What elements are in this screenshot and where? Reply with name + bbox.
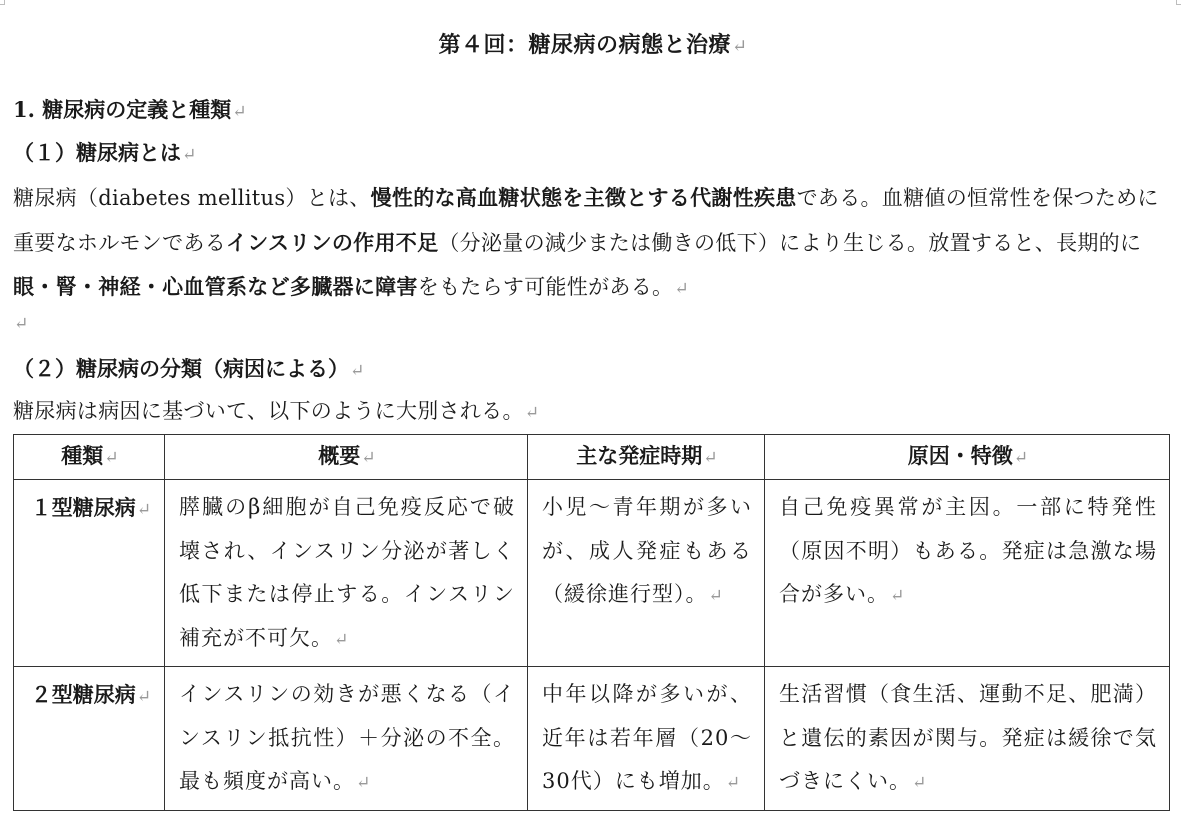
return-mark-icon: ↵ <box>674 279 690 299</box>
subsection-heading-definition <box>13 137 196 167</box>
header-cell-cause <box>765 435 1170 480</box>
return-mark-icon: ↵ <box>334 629 350 650</box>
onset-cell <box>528 480 765 667</box>
onset-cell <box>528 667 765 811</box>
table-row <box>14 667 1170 811</box>
subsection-heading-text: （２）糖尿病の分類（病因による） <box>13 356 349 381</box>
return-mark-icon: ↵ <box>1013 448 1029 468</box>
return-mark-icon: ↵ <box>356 773 372 793</box>
document-title <box>13 28 1173 59</box>
cell-text: 中年以降が多いが、近年は若年層（20〜30代）にも増加。 <box>542 682 752 793</box>
definition-paragraph <box>13 176 1173 312</box>
header-text: 原因・特徴 <box>907 443 1013 468</box>
classification-lead-text <box>13 395 540 425</box>
empty-paragraph <box>13 310 28 334</box>
return-mark-icon: ↵ <box>912 773 928 793</box>
cell-text: 生活習慣（食生活、運動不足、肥満）と遺伝的素因が関与。発症は緩徐で気づきにくい。 <box>779 682 1157 793</box>
section-heading <box>13 94 247 124</box>
cell-text: インスリンの効きが悪くなる（インスリン抵抗性）＋分泌の不全。最も頻度が高い。 <box>179 682 515 793</box>
header-text: 主な発症時期 <box>576 443 703 468</box>
return-mark-icon: ↵ <box>232 102 247 122</box>
cause-cell <box>765 667 1170 811</box>
section-heading-text: 1. 糖尿病の定義と種類 <box>13 97 232 122</box>
subsection-heading-classification <box>13 353 364 383</box>
header-cell-onset <box>528 435 765 480</box>
return-mark-icon: ↵ <box>136 687 152 707</box>
return-mark-icon: ↵ <box>524 403 540 423</box>
return-mark-icon: ↵ <box>361 448 376 468</box>
return-mark-icon: ↵ <box>350 361 365 381</box>
type-cell <box>14 667 165 811</box>
cause-cell <box>765 480 1170 667</box>
diabetes-types-table <box>13 434 1170 811</box>
return-mark-icon: ↵ <box>104 448 119 468</box>
cell-text: １型糖尿病 <box>30 495 136 520</box>
paragraph-text: である。血糖値の恒常性を保つために重要なホルモンである <box>13 186 1159 255</box>
header-text: 概要 <box>318 443 361 468</box>
paragraph-text: （分泌量の減少または働きの低下）により生じる。放置すると、長期的に <box>438 230 1142 255</box>
return-mark-icon: ↵ <box>703 448 718 468</box>
paragraph-text: をもたらす可能性がある。 <box>417 275 674 299</box>
header-cell-summary <box>165 435 528 480</box>
summary-cell <box>165 480 528 667</box>
page-corner-mark-left <box>0 0 5 5</box>
type-cell <box>14 480 165 667</box>
cell-text: 自己免疫異常が主因。一部に特発性（原因不明）もある。発症は急激な場合が多い。 <box>779 495 1157 606</box>
return-mark-icon: ↵ <box>14 314 29 334</box>
return-mark-icon: ↵ <box>725 773 742 793</box>
paragraph-text: 糖尿病（diabetes mellitus）とは、 <box>13 186 371 210</box>
cell-text: 小児〜青年期が多いが、成人発症もある（緩徐進行型）。 <box>542 495 752 606</box>
subsection-heading-text: （１）糖尿病とは <box>13 140 181 165</box>
header-text: 種類 <box>61 443 104 468</box>
paragraph-bold-text: 眼・腎・神経・心血管系など多臓器に障害 <box>13 274 418 299</box>
return-mark-icon: ↵ <box>182 145 197 165</box>
paragraph-bold-text: インスリンの作用不足 <box>226 229 439 255</box>
return-mark-icon: ↵ <box>731 36 748 57</box>
summary-cell <box>165 667 528 811</box>
lead-text: 糖尿病は病因に基づいて、以下のように大別される。 <box>13 399 524 423</box>
table-row <box>14 480 1170 667</box>
cell-text: 膵臓のβ細胞が自己免疫反応で破壊され、インスリン分泌が著しく低下または停止する。インスリン補充が不可欠。 <box>179 495 515 650</box>
return-mark-icon: ↵ <box>890 586 906 606</box>
page-corner-mark-right <box>1176 0 1181 5</box>
document-title-text: 第４回：糖尿病の病態と治療 <box>438 32 731 58</box>
paragraph-bold-text: 慢性的な高血糖状態を主徴とする代謝性疾患 <box>370 185 797 210</box>
header-cell-type <box>14 435 165 480</box>
return-mark-icon: ↵ <box>136 500 152 520</box>
return-mark-icon: ↵ <box>708 586 724 606</box>
table-header-row <box>14 435 1170 480</box>
cell-text: ２型糖尿病 <box>30 682 136 707</box>
